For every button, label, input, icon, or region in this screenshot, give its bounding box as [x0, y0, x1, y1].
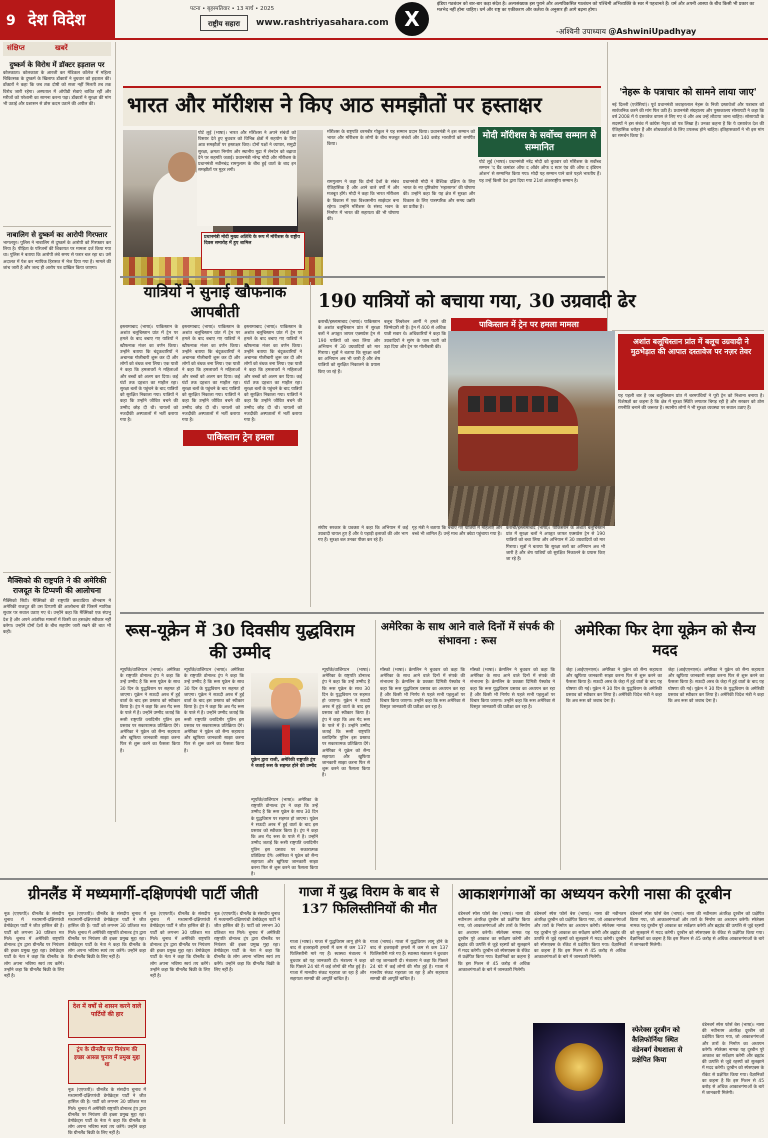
nasa-caption-text: स्फेरेक्स दूरबीन को कैलिफोर्निया स्थित वंडेनबर्ग वेधशाला से प्रक्षेपित किया [632, 1026, 683, 1064]
ceasefire-body: न्यूयॉर्क/वाशिंगटन (भाषा)। अमेरिका के राष्ट्रपति डोनाल्ड ट्रंप ने कहा कि उन्हें उम्मीद है कि रूस यूक्रेन के साथ 30 दिन के युद्धविराम पर सहमत हो जाएगा। यूक्रेन ने सऊदी अरब में हुई वार्ता के बाद इस प्रस्ताव को स्वीकार किया है। ट्रंप ने कहा कि अब गेंद रूस के पाले में है। उन्होंने उम्मीद जताई कि रूसी राष्ट्रपति व्लादिमीर पुतिन इस प्रस्ताव पर सकारात्मक प्रतिक्रिया देंगे। अमेरिका ने यूक्रेन को सैन्य सहायता और खुफिया जानकारी साझा करना फिर से शुरू करने का फैसला किया है। [251, 798, 318, 878]
usmilitary-body: जेद्दा (आईएएनएस)। अमेरिका ने यूक्रेन को सैन्य सहायता और खुफिया जानकारी साझा करना फिर से शुरू करने का फैसला किया है। सऊदी अरब के जेद्दा में हुई वार्ता के बाद यह घोषणा की गई। यूक्रेन ने 30 दिन के युद्धविराम के अमेरिकी प्रस्ताव को स्वीकार कर लिया है। अमेरिकी विदेश मंत्री ने कहा कि अब रूस को जवाब देना है। [668, 668, 764, 705]
usmilitary-body: जेद्दा (आईएएनएस)। अमेरिका ने यूक्रेन को सैन्य सहायता और खुफिया जानकारी साझा करना फिर से शुरू करने का फैसला किया है। सऊदी अरब के जेद्दा में हुई वार्ता के बाद यह घोषणा की गई। यूक्रेन ने 30 दिन के युद्धविराम के अमेरिकी प्रस्ताव को स्वीकार कर लिया है। अमेरिकी विदेश मंत्री ने कहा कि अब रूस को जवाब देना है। [566, 668, 662, 705]
usmilitary-headline: अमेरिका फिर देगा यूक्रेन को सैन्य मदद [574, 621, 756, 659]
divider [3, 226, 111, 227]
ceasefire-headline: रूस-यूक्रेन में 30 दिवसीय युद्धविराम की उम्मीद [125, 621, 355, 663]
column-rule [560, 620, 561, 870]
section-divider [120, 612, 764, 614]
greenland-headline: ग्रीनलैंड में मध्यमार्गी-दक्षिणपंथी पार्टी जीती [28, 885, 259, 903]
section-divider [120, 276, 605, 278]
ceasefire-body: न्यूयॉर्क/वाशिंगटन (भाषा)। अमेरिका के राष्ट्रपति डोनाल्ड ट्रंप ने कहा कि उन्हें उम्मीद है कि रूस यूक्रेन के साथ 30 दिन के युद्धविराम पर सहमत हो जाएगा। यूक्रेन ने सऊदी अरब में हुई वार्ता के बाद इस प्रस्ताव को स्वीकार किया है। ट्रंप ने कहा कि अब गेंद रूस के पाले में है। उन्होंने उम्मीद जताई कि रूसी राष्ट्रपति व्लादिमीर पुतिन इस प्रस्ताव पर सकारात्मक प्रतिक्रिया देंगे। अमेरिका ने यूक्रेन को सैन्य सहायता और खुफिया जानकारी साझा करना फिर से शुरू करने का फैसला किया है। [120, 668, 180, 754]
lead-caption-text: प्रधानमंत्री मोदी मुख्य अतिथि के रूप में मॉरीशस के राष्ट्रीय दिवस समारोह में हुए शामिल [204, 235, 300, 246]
russia-headline: अमेरिका के साथ आने वाले दिनों में संपर्क की संभावना : रूस [380, 621, 555, 647]
greenland-pull-quote-2: ट्रंप के ग्रीनलैंड पर नियंत्रण की इच्छा आसन्न चुनाव में प्रमुख मुद्दा था [74, 1047, 140, 1068]
greenland-body: नूक (एएफपी)। ग्रीनलैंड के संसदीय चुनाव में मध्यमार्गी-दक्षिणपंथी डेमोक्रेट्स पार्टी ने जीत हासिल की है। पार्टी को लगभग 30 प्रतिशत मत मिले। चुनाव में अमेरिकी राष्ट्रपति डोनाल्ड ट्रंप द्वारा ग्रीनलैंड पर नियंत्रण की इच्छा प्रमुख मुद्दा रहा। डेमोक्रेट्स पार्टी के नेता ने कहा कि ग्रीनलैंड के लोग अपना भविष्य स्वयं तय करेंगे। उन्होंने कहा कि ग्रीनलैंड बिक्री के लिए नहीं है। [4, 912, 64, 980]
badin-box [618, 334, 764, 390]
lead-banner [123, 86, 601, 126]
section-header [0, 0, 115, 38]
rescue-body: बलूच लिबरेशन आर्मी ने हमले की जिम्मेदारी ली है। ट्रेन में 400 से अधिक यात्री सवार थे। अधिकारियों ने कहा कि उग्रवादियों ने सुरंग के पास पटरी को उड़ा दिया और ट्रेन पर गोलीबारी की। [384, 320, 446, 350]
gaza-body: गाजा (भाषा)। गाजा में युद्धविराम लागू होने के बाद से इजराइली हमलों में कम से कम 137 फिलिस्तीनी मारे गए हैं। स्वास्थ्य मंत्रालय ने बुधवार को यह जानकारी दी। मंत्रालय ने कहा कि पिछले 24 घंटे में कई लोगों की मौत हुई है। गाजा में मानवीय संकट गहराता जा रहा है और सहायता सामग्री की आपूर्ति बाधित है। [370, 940, 448, 983]
briefs-label-2: खबरें [55, 44, 68, 52]
nasa-caption [630, 1023, 698, 1123]
badin-headline: अशांत बलूचिस्तान प्रांत में बलूच उग्रवादी ने मुठभेड़ात की आपात दस्तावेज पर नज़र तेवर [630, 337, 752, 356]
twitter-handle[interactable]: @AshwiniUpadhyay [608, 27, 697, 36]
brief-item [3, 230, 111, 511]
briefs-label-1: संक्षिप्त [7, 44, 25, 52]
section-title: देश विदेश [28, 10, 86, 29]
nasa-body: वंडेनबर्ग स्पेस फोर्स बेस (भाषा)। नासा की नवीनतम अंतरिक्ष दूरबीन को प्रक्षेपित किया गया, जो आकाशगंगाओं और तारों के निर्माण का अध्ययन करेगी। स्फेरेक्स नामक यह दूरबीन पूरे आकाश का सर्वेक्षण करेगी और ब्रह्मांड की उत्पत्ति से जुड़े रहस्यों को सुलझाने में मदद करेगी। दूरबीन को स्पेसएक्स के रॉकेट से प्रक्षेपित किया गया। वैज्ञानिकों का कहना है कि इस मिशन से 45 करोड़ से अधिक आकाशगंगाओं के बारे में जानकारी मिलेगी। [534, 912, 626, 961]
column-rule [310, 282, 311, 607]
twitter-quote [437, 2, 762, 14]
brief-headline: दुष्कर्म के विरोध में डॉक्टर हड़ताल पर [9, 60, 105, 69]
badin-body: यह पहली बार है जब बलूचिस्तान प्रांत में चरमपंथियों ने पूरी ट्रेन को निशाना बनाया है। विशेषज्ञों का कहना है कि क्षेत्र में सुरक्षा स्थिति लगातार बिगड़ रही है और सरकार को ठोस रणनीति बनाने की जरूरत है। स्थानीय लोगों ने भी सुरक्षा व्यवस्था पर सवाल उठाए हैं। [618, 394, 764, 412]
divider [612, 330, 764, 331]
nasa-body: वंडेनबर्ग स्पेस फोर्स बेस (भाषा)। नासा की नवीनतम अंतरिक्ष दूरबीन को प्रक्षेपित किया गया, जो आकाशगंगाओं और तारों के निर्माण का अध्ययन करेगी। स्फेरेक्स नामक यह दूरबीन पूरे आकाश का सर्वेक्षण करेगी और ब्रह्मांड की उत्पत्ति से जुड़े रहस्यों को सुलझाने में मदद करेगी। दूरबीन को स्पेसएक्स के रॉकेट से प्रक्षेपित किया गया। वैज्ञानिकों का कहना है कि इस मिशन से 45 करोड़ से अधिक आकाशगंगाओं के बारे में जानकारी मिलेगी। [458, 912, 530, 973]
brief-item [3, 60, 111, 219]
greenland-pull-quote [68, 1000, 146, 1038]
section-divider [0, 878, 768, 880]
dateline: पटना • बृहस्पतिवार • 13 मार्च • 2025 [190, 6, 275, 12]
twitter-attribution [556, 27, 696, 37]
greenland-body: नूक (एएफपी)। ग्रीनलैंड के संसदीय चुनाव में मध्यमार्गी-दक्षिणपंथी डेमोक्रेट्स पार्टी ने जीत हासिल की है। पार्टी को लगभग 30 प्रतिशत मत मिले। चुनाव में अमेरिकी राष्ट्रपति डोनाल्ड ट्रंप द्वारा ग्रीनलैंड पर नियंत्रण की इच्छा प्रमुख मुद्दा रहा। डेमोक्रेट्स पार्टी के नेता ने कहा कि ग्रीनलैंड के लोग अपना भविष्य स्वयं तय करेंगे। उन्होंने कहा कि ग्रीनलैंड बिक्री के लिए नहीं है। [150, 912, 210, 980]
brief-body: मैक्सिको सिटी। मैक्सिको की राष्ट्रपति क्लाउडिया शीनबाम ने अमेरिकी राजदूत की उस टिप्पणी की आलोचना की जिसमें न्यायिक सुधार पर सवाल उठाए गए थे। उन्होंने कहा कि मैक्सिको एक संप्रभु देश है और अपने आंतरिक मामलों में किसी का हस्तक्षेप स्वीकार नहीं करेगा। उन्होंने दोनों देशों के बीच सहयोग जारी रखने की बात भी कही। [3, 599, 111, 636]
briefs-label [3, 42, 111, 56]
lead-body: पोर्ट लुई (भाषा)। भारत और मॉरीशस ने अपने संबंधों को विस्तार देते हुए बुधवार को विभिन्न क्षेत्रों में सहयोग के लिए आठ समझौतों पर हस्ताक्षर किए। दोनों पक्षों ने व्यापार, समुद्री सुरक्षा, क्षमता निर्माण और स्थानीय मुद्रा में लेनदेन को बढ़ावा देने पर सहमति जताई। प्रधानमंत्री नरेन्द्र मोदी और मॉरीशस के प्रधानमंत्री नवीनचंद्र रामगुलाम के बीच हुई वार्ता के बाद इन समझौतों पर मुहर लगी। [197, 130, 297, 226]
x-logo-icon: X [395, 2, 429, 36]
divider [3, 572, 111, 573]
nehru-body: नई दिल्ली (एजेंसियां)। पूर्व प्रधानमंत्री जवाहरलाल नेहरू के निजी दस्तावेजों और पत्राचार को सार्वजनिक करने की मांग फिर उठी है। प्रधानमंत्री संग्रहालय और पुस्तकालय सोसायटी ने कहा कि वर्ष 2008 में ये दस्तावेज वापस ले लिए गए थे और अब उन्हें लौटाया जाना चाहिए। सोसायटी के सदस्यों ने इस संबंध में कांग्रेस नेतृत्व को पत्र लिखा है। उनका कहना है कि ये दस्तावेज देश की ऐतिहासिक धरोहर हैं और शोधकर्ताओं के लिए उपलब्ध होने चाहिए। इतिहासकारों ने भी इस मांग का समर्थन किया है। [612, 103, 764, 140]
greenland-body: नूक (एएफपी)। ग्रीनलैंड के संसदीय चुनाव में मध्यमार्गी-दक्षिणपंथी डेमोक्रेट्स पार्टी ने जीत हासिल की है। पार्टी को लगभग 30 प्रतिशत मत मिले। चुनाव में अमेरिकी राष्ट्रपति डोनाल्ड ट्रंप द्वारा ग्रीनलैंड पर नियंत्रण की इच्छा प्रमुख मुद्दा रहा। डेमोक्रेट्स पार्टी के नेता ने कहा कि ग्रीनलैंड के लोग अपना भविष्य स्वयं तय करेंगे। उन्होंने कहा कि ग्रीनलैंड बिक्री के लिए नहीं है। [214, 912, 280, 973]
column-rule [284, 884, 285, 1124]
rescue-body: कराची/इस्लामाबाद (भाषा)। पाकिस्तान के अशांत बलूचिस्तान प्रांत में सुरक्षा बलों ने अपहृत जाफर एक्सप्रेस ट्रेन से 190 यात्रियों को बचा लिया और अभियान में 30 उग्रवादियों को मार गिराया। सूत्रों ने बताया कि सुरक्षा बलों का अभियान अब भी जारी है और शेष यात्रियों को सुरक्षित निकालने के प्रयास किए जा रहे हैं। [506, 526, 605, 563]
nasa-headline: आकाशगंगाओं का अध्ययन करेगी नासा की दूरबीन [458, 885, 732, 903]
lead-photo-caption [201, 232, 305, 270]
greenland-pull-quote-1: देश में वर्षों से शासन करने वाले पार्टियों की हार [72, 1003, 142, 1018]
passengers-body: इस्लामाबाद (भाषा)। पाकिस्तान के अशांत बलूचिस्तान प्रांत में ट्रेन पर हमले के बाद बचाए गए यात्रियों ने खौफनाक मंजर का वर्णन किया। उन्होंने बताया कि बंदूकधारियों ने अचानक गोलीबारी शुरू कर दी और लोगों को बंधक बना लिया। एक यात्री ने कहा कि हमलावरों ने महिलाओं और बच्चों को अलग कर दिया। कई घंटों तक दहशत का माहौल रहा। सुरक्षा बलों के पहुंचने के बाद यात्रियों को सुरक्षित निकाला गया। यात्रियों ने कहा कि उन्होंने जीवित बचने की उम्मीद छोड़ दी थी। घायलों को नजदीकी अस्पतालों में भर्ती कराया गया है। [244, 325, 302, 424]
page-number: 9 [6, 13, 16, 29]
russia-body: मॉस्को (भाषा)। क्रेमलिन ने बुधवार को कहा कि अमेरिका के साथ आने वाले दिनों में संपर्क की संभावना है। क्रेमलिन के प्रवक्ता दिमित्री पेस्कोव ने कहा कि रूस युद्धविराम प्रस्ताव का अध्ययन कर रहा है और किसी भी निर्णय से पहले सभी पहलुओं पर विचार किया जाएगा। उन्होंने कहा कि रूस अमेरिका से विस्तृत जानकारी की प्रतीक्षा कर रहा है। [470, 668, 555, 711]
lead-body: प्रधानमंत्री मोदी ने वैश्विक दक्षिण के लिए भारत के नए दृष्टिकोण 'महासागर' की घोषणा की। उन्होंने कहा कि यह क्षेत्र में सुरक्षा और विकास के लिए पारस्परिक और समग्र उन्नति का प्रतीक है। [403, 180, 475, 210]
twitter-author: -अश्विनी उपाध्याय [556, 27, 606, 36]
website-url[interactable]: www.rashtriyasahara.com [256, 18, 389, 28]
passengers-body: इस्लामाबाद (भाषा)। पाकिस्तान के अशांत बलूचिस्तान प्रांत में ट्रेन पर हमले के बाद बचाए गए यात्रियों ने खौफनाक मंजर का वर्णन किया। उन्होंने बताया कि बंदूकधारियों ने अचानक गोलीबारी शुरू कर दी और लोगों को बंधक बना लिया। एक यात्री ने कहा कि हमलावरों ने महिलाओं और बच्चों को अलग कर दिया। कई घंटों तक दहशत का माहौल रहा। सुरक्षा बलों के पहुंचने के बाद यात्रियों को सुरक्षित निकाला गया। यात्रियों ने कहा कि उन्होंने जीवित बचने की उम्मीद छोड़ दी थी। घायलों को नजदीकी अस्पतालों में भर्ती कराया गया है। [182, 325, 240, 424]
column-rule [115, 42, 116, 822]
column-rule [375, 620, 376, 870]
newspaper-logo: राष्ट्रीय सहारा [200, 15, 248, 31]
lead-headline: भारत और मॉरीशस ने किए आठ समझौतों पर हस्ताक्षर [127, 92, 542, 117]
russia-body: मॉस्को (भाषा)। क्रेमलिन ने बुधवार को कहा कि अमेरिका के साथ आने वाले दिनों में संपर्क की संभावना है। क्रेमलिन के प्रवक्ता दिमित्री पेस्कोव ने कहा कि रूस युद्धविराम प्रस्ताव का अध्ययन कर रहा है और किसी भी निर्णय से पहले सभी पहलुओं पर विचार किया जाएगा। उन्होंने कहा कि रूस अमेरिका से विस्तृत जानकारी की प्रतीक्षा कर रहा है। [380, 668, 465, 711]
gaza-body: गाजा (भाषा)। गाजा में युद्धविराम लागू होने के बाद से इजराइली हमलों में कम से कम 137 फिलिस्तीनी मारे गए हैं। स्वास्थ्य मंत्रालय ने बुधवार को यह जानकारी दी। मंत्रालय ने कहा कि पिछले 24 घंटे में कई लोगों की मौत हुई है। गाजा में मानवीय संकट गहराता जा रहा है और सहायता सामग्री की आपूर्ति बाधित है। [290, 940, 366, 983]
passengers-label: पाकिस्तान ट्रेन हमला [183, 430, 298, 446]
brief-headline: नाबालिग से दुष्कर्म का आरोपी गिरफ्तार [6, 230, 108, 239]
ceasefire-body: न्यूयॉर्क/वाशिंगटन (भाषा)। अमेरिका के राष्ट्रपति डोनाल्ड ट्रंप ने कहा कि उन्हें उम्मीद है कि रूस यूक्रेन के साथ 30 दिन के युद्धविराम पर सहमत हो जाएगा। यूक्रेन ने सऊदी अरब में हुई वार्ता के बाद इस प्रस्ताव को स्वीकार किया है। ट्रंप ने कहा कि अब गेंद रूस के पाले में है। उन्होंने उम्मीद जताई कि रूसी राष्ट्रपति व्लादिमीर पुतिन इस प्रस्ताव पर सकारात्मक प्रतिक्रिया देंगे। अमेरिका ने यूक्रेन को सैन्य सहायता और खुफिया जानकारी साझा करना फिर से शुरू करने का फैसला किया है। [322, 668, 370, 779]
ceasefire-body: न्यूयॉर्क/वाशिंगटन (भाषा)। अमेरिका के राष्ट्रपति डोनाल्ड ट्रंप ने कहा कि उन्हें उम्मीद है कि रूस यूक्रेन के साथ 30 दिन के युद्धविराम पर सहमत हो जाएगा। यूक्रेन ने सऊदी अरब में हुई वार्ता के बाद इस प्रस्ताव को स्वीकार किया है। ट्रंप ने कहा कि अब गेंद रूस के पाले में है। उन्होंने उम्मीद जताई कि रूसी राष्ट्रपति व्लादिमीर पुतिन इस प्रस्ताव पर सकारात्मक प्रतिक्रिया देंगे। अमेरिका ने यूक्रेन को सैन्य सहायता और खुफिया जानकारी साझा करना फिर से शुरू करने का फैसला किया है। [184, 668, 244, 754]
lead-badge: मोदी मॉरीशस के सर्वोच्च सम्मान से सम्मानित [478, 127, 601, 157]
rescue-ribbon: पाकिस्तान में ट्रेन पर हमला मामला [451, 318, 607, 332]
greenland-body: नूक (एएफपी)। ग्रीनलैंड के संसदीय चुनाव में मध्यमार्गी-दक्षिणपंथी डेमोक्रेट्स पार्टी ने जीत हासिल की है। पार्टी को लगभग 30 प्रतिशत मत मिले। चुनाव में अमेरिकी राष्ट्रपति डोनाल्ड ट्रंप द्वारा ग्रीनलैंड पर नियंत्रण की इच्छा प्रमुख मुद्दा रहा। डेमोक्रेट्स पार्टी के नेता ने कहा कि ग्रीनलैंड के लोग अपना भविष्य स्वयं तय करेंगे। उन्होंने कहा कि ग्रीनलैंड बिक्री के लिए नहीं है। [68, 1088, 146, 1137]
lead-body: रामगुलाम ने कहा कि दोनों देशों के संबंध ऐतिहासिक हैं और आने वाले वर्षों में और मजबूत होंगे। मोदी ने कहा कि भारत मॉरीशस के विकास में एक विश्वसनीय साझेदार बना रहेगा। उन्होंने मॉरीशस के संसद भवन के निर्माण में भारत की सहायता की भी घोषणा की। [327, 180, 399, 223]
telescope-photo [533, 1023, 625, 1123]
brief-headline: मैक्सिको की राष्ट्रपति ने की अमेरिकी राजदूत के टिप्पणी की आलोचना [7, 576, 107, 595]
rescue-body: गृह मंत्री ने बताया कि बचाए गए यात्रियों में महिलाएं और बच्चे भी शामिल हैं। उन्हें माच और क्वेटा पहुंचाया गया है। [412, 526, 502, 538]
twitter-quote-text: इंडिया गठबंधन को बार-बार कड़ा संदेश है। अल्पसंख्यक इस पुराने और अल्पविकसित गठबंधन को पश्चिमी अभिव्यक्ति के स्वर में पहचानते हैं। धर्म और अपनी आस्था के बीच किसी भी प्रकार का मतभेद नहीं होना चाहिए। धर्म और राष्ट्र का एकीकरण और कर्तव्य के अनुसार ही आगे बढ़ना होगा। [437, 2, 755, 13]
masthead-rule [0, 38, 768, 40]
brief-body: कोलकाता। कोलकाता के आरजी कर मेडिकल कॉलेज में महिला चिकित्सक के दुष्कर्म के खिलाफ डॉक्टरों ने बुधवार को हड़ताल की। डॉक्टरों ने कहा कि जब तक दोषी को सजा नहीं मिलती तब तक विरोध जारी रहेगा। अस्पताल में ओपीडी सेवाएं बाधित रहीं और मरीजों को परेशानी का सामना करना पड़ा। डॉक्टरों ने सुरक्षा की मांग भी उठाई और प्रशासन से ठोस कदम उठाने की अपील की। [3, 71, 111, 108]
rescue-body: कराची/इस्लामाबाद (भाषा)। पाकिस्तान के अशांत बलूचिस्तान प्रांत में सुरक्षा बलों ने अपहृत जाफर एक्सप्रेस ट्रेन से 190 यात्रियों को बचा लिया और अभियान में 30 उग्रवादियों को मार गिराया। सूत्रों ने बताया कि सुरक्षा बलों का अभियान अब भी जारी है और शेष यात्रियों को सुरक्षित निकालने के प्रयास किए जा रहे हैं। [318, 320, 380, 375]
train-photo [448, 331, 615, 526]
greenland-body: नूक (एएफपी)। ग्रीनलैंड के संसदीय चुनाव में मध्यमार्गी-दक्षिणपंथी डेमोक्रेट्स पार्टी ने जीत हासिल की है। पार्टी को लगभग 30 प्रतिशत मत मिले। चुनाव में अमेरिकी राष्ट्रपति डोनाल्ड ट्रंप द्वारा ग्रीनलैंड पर नियंत्रण की इच्छा प्रमुख मुद्दा रहा। डेमोक्रेट्स पार्टी के नेता ने कहा कि ग्रीनलैंड के लोग अपना भविष्य स्वयं तय करेंगे। उन्होंने कहा कि ग्रीनलैंड बिक्री के लिए नहीं है। [68, 912, 146, 961]
passengers-body: इस्लामाबाद (भाषा)। पाकिस्तान के अशांत बलूचिस्तान प्रांत में ट्रेन पर हमले के बाद बचाए गए यात्रियों ने खौफनाक मंजर का वर्णन किया। उन्होंने बताया कि बंदूकधारियों ने अचानक गोलीबारी शुरू कर दी और लोगों को बंधक बना लिया। एक यात्री ने कहा कि हमलावरों ने महिलाओं और बच्चों को अलग कर दिया। कई घंटों तक दहशत का माहौल रहा। सुरक्षा बलों के पहुंचने के बाद यात्रियों को सुरक्षित निकाला गया। यात्रियों ने कहा कि उन्होंने जीवित बचने की उम्मीद छोड़ दी थी। घायलों को नजदीकी अस्पतालों में भर्ती कराया गया है। [120, 325, 178, 424]
nasa-body: वंडेनबर्ग स्पेस फोर्स बेस (भाषा)। नासा की नवीनतम अंतरिक्ष दूरबीन को प्रक्षेपित किया गया, जो आकाशगंगाओं और तारों के निर्माण का अध्ययन करेगी। स्फेरेक्स नामक यह दूरबीन पूरे आकाश का सर्वेक्षण करेगी और ब्रह्मांड की उत्पत्ति से जुड़े रहस्यों को सुलझाने में मदद करेगी। दूरबीन को स्पेसएक्स के रॉकेट से प्रक्षेपित किया गया। वैज्ञानिकों का कहना है कि इस मिशन से 45 करोड़ से अधिक आकाशगंगाओं के बारे में जानकारी मिलेगी। [702, 1023, 764, 1097]
rescue-body: संघीय सरकार के प्रवक्ता ने कहा कि अभियान में कई उग्रवादी घायल हुए हैं और वे पहाड़ी इलाकों की ओर भाग गए हैं। सुरक्षा बल उनका पीछा कर रहे हैं। [318, 526, 408, 544]
gaza-headline: गाजा में युद्ध विराम के बाद से 137 फिलिस्तीनियों की मौत [298, 885, 440, 917]
lead-body: मॉरीशस के राष्ट्रपति धरमबीर गोकुल ने यह सम्मान प्रदान किया। प्रधानमंत्री ने इस सम्मान को भारत और मॉरीशस के लोगों के बीच मजबूत संबंधों और 140 करोड़ भारतीयों को समर्पित किया। [327, 130, 475, 148]
ceasefire-caption [251, 758, 318, 794]
column-rule [452, 884, 453, 1124]
rescue-headline: 190 यात्रियों को बचाया गया, 30 उग्रवादी ढेर [318, 291, 636, 312]
passengers-story [120, 282, 310, 322]
ceasefire-caption-text: यूक्रेन द्वारा राजी, अमेरिकी राष्ट्रपति ट्रंप ने जताई रूस के सहमत होने की उम्मीद [251, 758, 317, 769]
nehru-headline: 'नेहरू के पत्राचार को सामने लाया जाए' [619, 87, 757, 98]
trump-photo [251, 673, 318, 755]
lead-body: पोर्ट लुई (भाषा)। प्रधानमंत्री नरेंद्र मोदी को बुधवार को मॉरीशस के सर्वोच्च सम्मान 'द ग्रैंड कमांडर ऑफ द ऑर्डर ऑफ द स्टार एंड की ऑफ द इंडियन ओशन' से सम्मानित किया गया। मोदी यह सम्मान पाने वाले पहले भारतीय हैं। यह उन्हें किसी देश द्वारा दिया गया 21वां अंतरराष्ट्रीय सम्मान है। [479, 160, 601, 184]
nasa-body: वंडेनबर्ग स्पेस फोर्स बेस (भाषा)। नासा की नवीनतम अंतरिक्ष दूरबीन को प्रक्षेपित किया गया, जो आकाशगंगाओं और तारों के निर्माण का अध्ययन करेगी। स्फेरेक्स नामक यह दूरबीन पूरे आकाश का सर्वेक्षण करेगी और ब्रह्मांड की उत्पत्ति से जुड़े रहस्यों को सुलझाने में मदद करेगी। दूरबीन को स्पेसएक्स के रॉकेट से प्रक्षेपित किया गया। वैज्ञानिकों का कहना है कि इस मिशन से 45 करोड़ से अधिक आकाशगंगाओं के बारे में जानकारी मिलेगी। [630, 912, 765, 949]
greenland-pull-quote [68, 1044, 146, 1084]
passengers-headline: यात्रियों ने सुनाई खौफनाक आपबीती [143, 283, 287, 321]
brief-body: भागलपुर। पुलिस ने नाबालिग से दुष्कर्म के आरोपी को गिरफ्तार कर लिया है। पीड़िता के परिजनों की शिकायत पर मामला दर्ज किया गया था। पुलिस ने बताया कि आरोपी लंबे समय से फरार चल रहा था। उसे अदालत में पेश कर न्यायिक हिरासत में भेज दिया गया है। मामले की जांच जारी है और जल्द ही आरोप पत्र दाखिल किया जाएगा। [3, 241, 111, 271]
brief-item [3, 576, 111, 809]
